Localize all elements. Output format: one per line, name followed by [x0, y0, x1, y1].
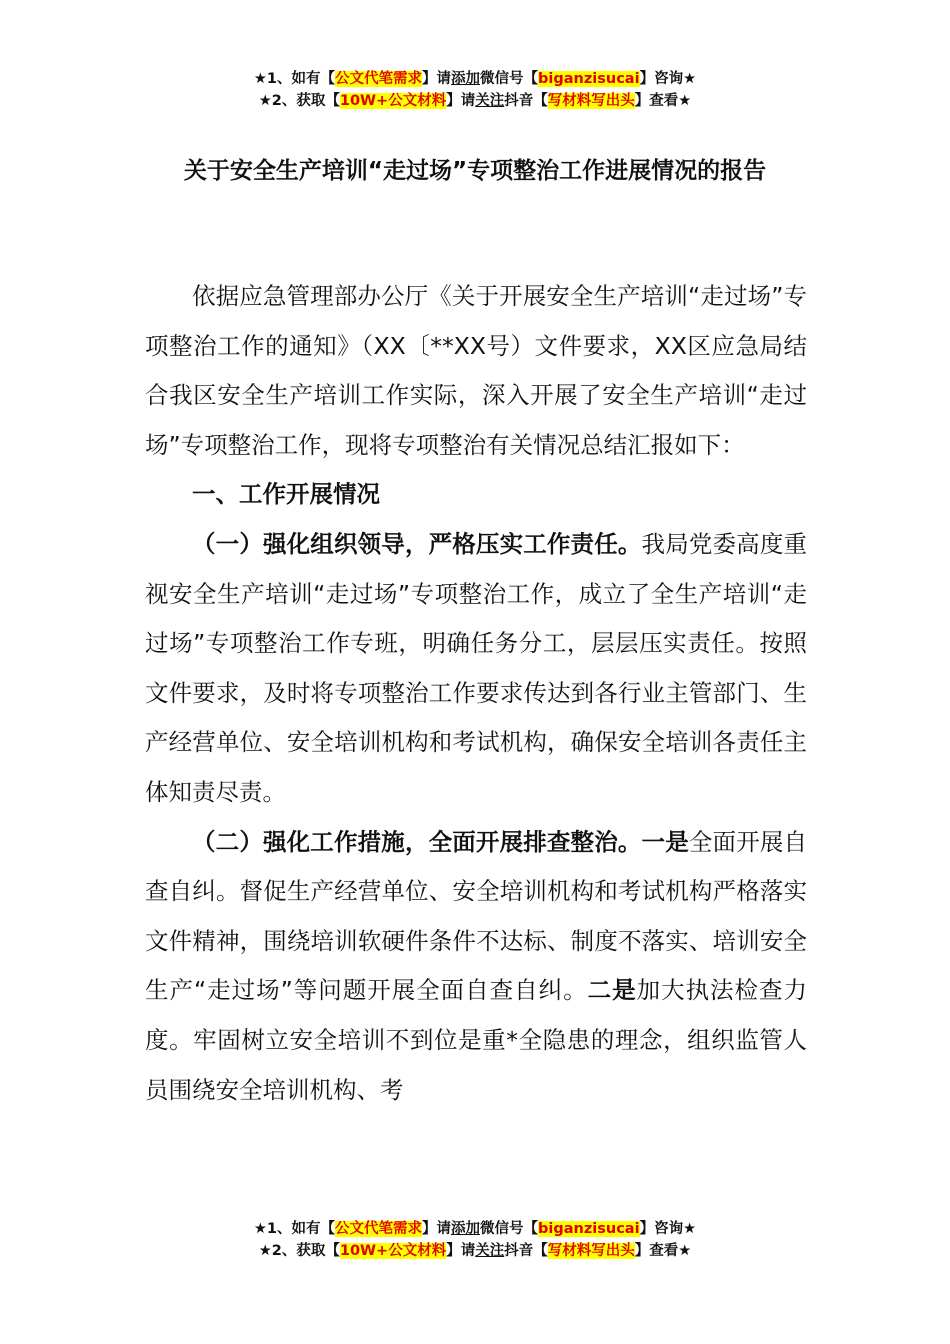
highlight-service: 公文代笔需求	[335, 1221, 423, 1237]
highlight-douyin: 写材料写出头	[547, 93, 635, 109]
subsection-1-lead: （一）强化组织领导，严格压实工作责任。	[192, 529, 642, 558]
highlight-materials: 10W+公文材料	[339, 1243, 447, 1259]
subsection-2-lead: （二）强化工作措施，全面开展排查整治。	[192, 827, 642, 856]
subsection-2-paragraph: （二）强化工作措施，全面开展排查整治。一是全面开展自查自纠。督促生产经营单位、安全培训机构和考试机构严格落实文件精神，围绕培训软硬件条件不达标、制度不落实、培训安全生产“走过场”等问题开展全面自查自纠。二是加大执法检查力度。牢固树立安全培训不到位是重*全隐患的理念，组织监管人员围绕安全培训机构、考	[145, 827, 808, 1104]
highlight-materials: 10W+公文材料	[339, 93, 447, 109]
document-title: 关于安全生产培训“走过场”专项整治工作进展情况的报告	[183, 158, 767, 184]
highlight-wechat-id: biganzisucai	[538, 71, 640, 87]
section-heading-1: 一、工作开展情况	[192, 480, 380, 509]
intro-paragraph: 依据应急管理部办公厅《关于开展安全生产培训“走过场”专项整治工作的通知》（XX〔**XX号）文件要求，XX区应急局结合我区安全生产培训工作实际，深入开展了安全生产培训“走过场”专项整治工作，现将专项整治有关情况总结汇报如下：	[145, 282, 807, 459]
document-body	[145, 272, 807, 1115]
promo-line-1: ★1、如有【公文代笔需求】请添加微信号【biganzisucai】咨询★	[253, 1221, 697, 1237]
subsection-1-paragraph: （一）强化组织领导，严格压实工作责任。我局党委高度重视安全生产培训“走过场”专项整治工作，成立了全生产培训“走过场”专项整治工作专班，明确任务分工，层层压实责任。按照文件要求，及时将专项整治工作要求传达到各行业主管部门、生产经营单位、安全培训机构和考试机构，确保安全培训各责任主体知责尽责。	[145, 529, 808, 806]
promo-line-2: ★2、获取【10W+公文材料】请关注抖音【写材料写出头】查看★	[258, 93, 692, 109]
promo-banner-top	[0, 68, 950, 112]
highlight-service: 公文代笔需求	[335, 71, 423, 87]
highlight-douyin: 写材料写出头	[547, 1243, 635, 1259]
highlight-wechat-id: biganzisucai	[538, 1221, 640, 1237]
promo-banner-bottom	[0, 1218, 950, 1262]
promo-line-1: ★1、如有【公文代笔需求】请添加微信号【biganzisucai】咨询★	[253, 71, 697, 87]
promo-line-2: ★2、获取【10W+公文材料】请关注抖音【写材料写出头】查看★	[258, 1243, 692, 1259]
